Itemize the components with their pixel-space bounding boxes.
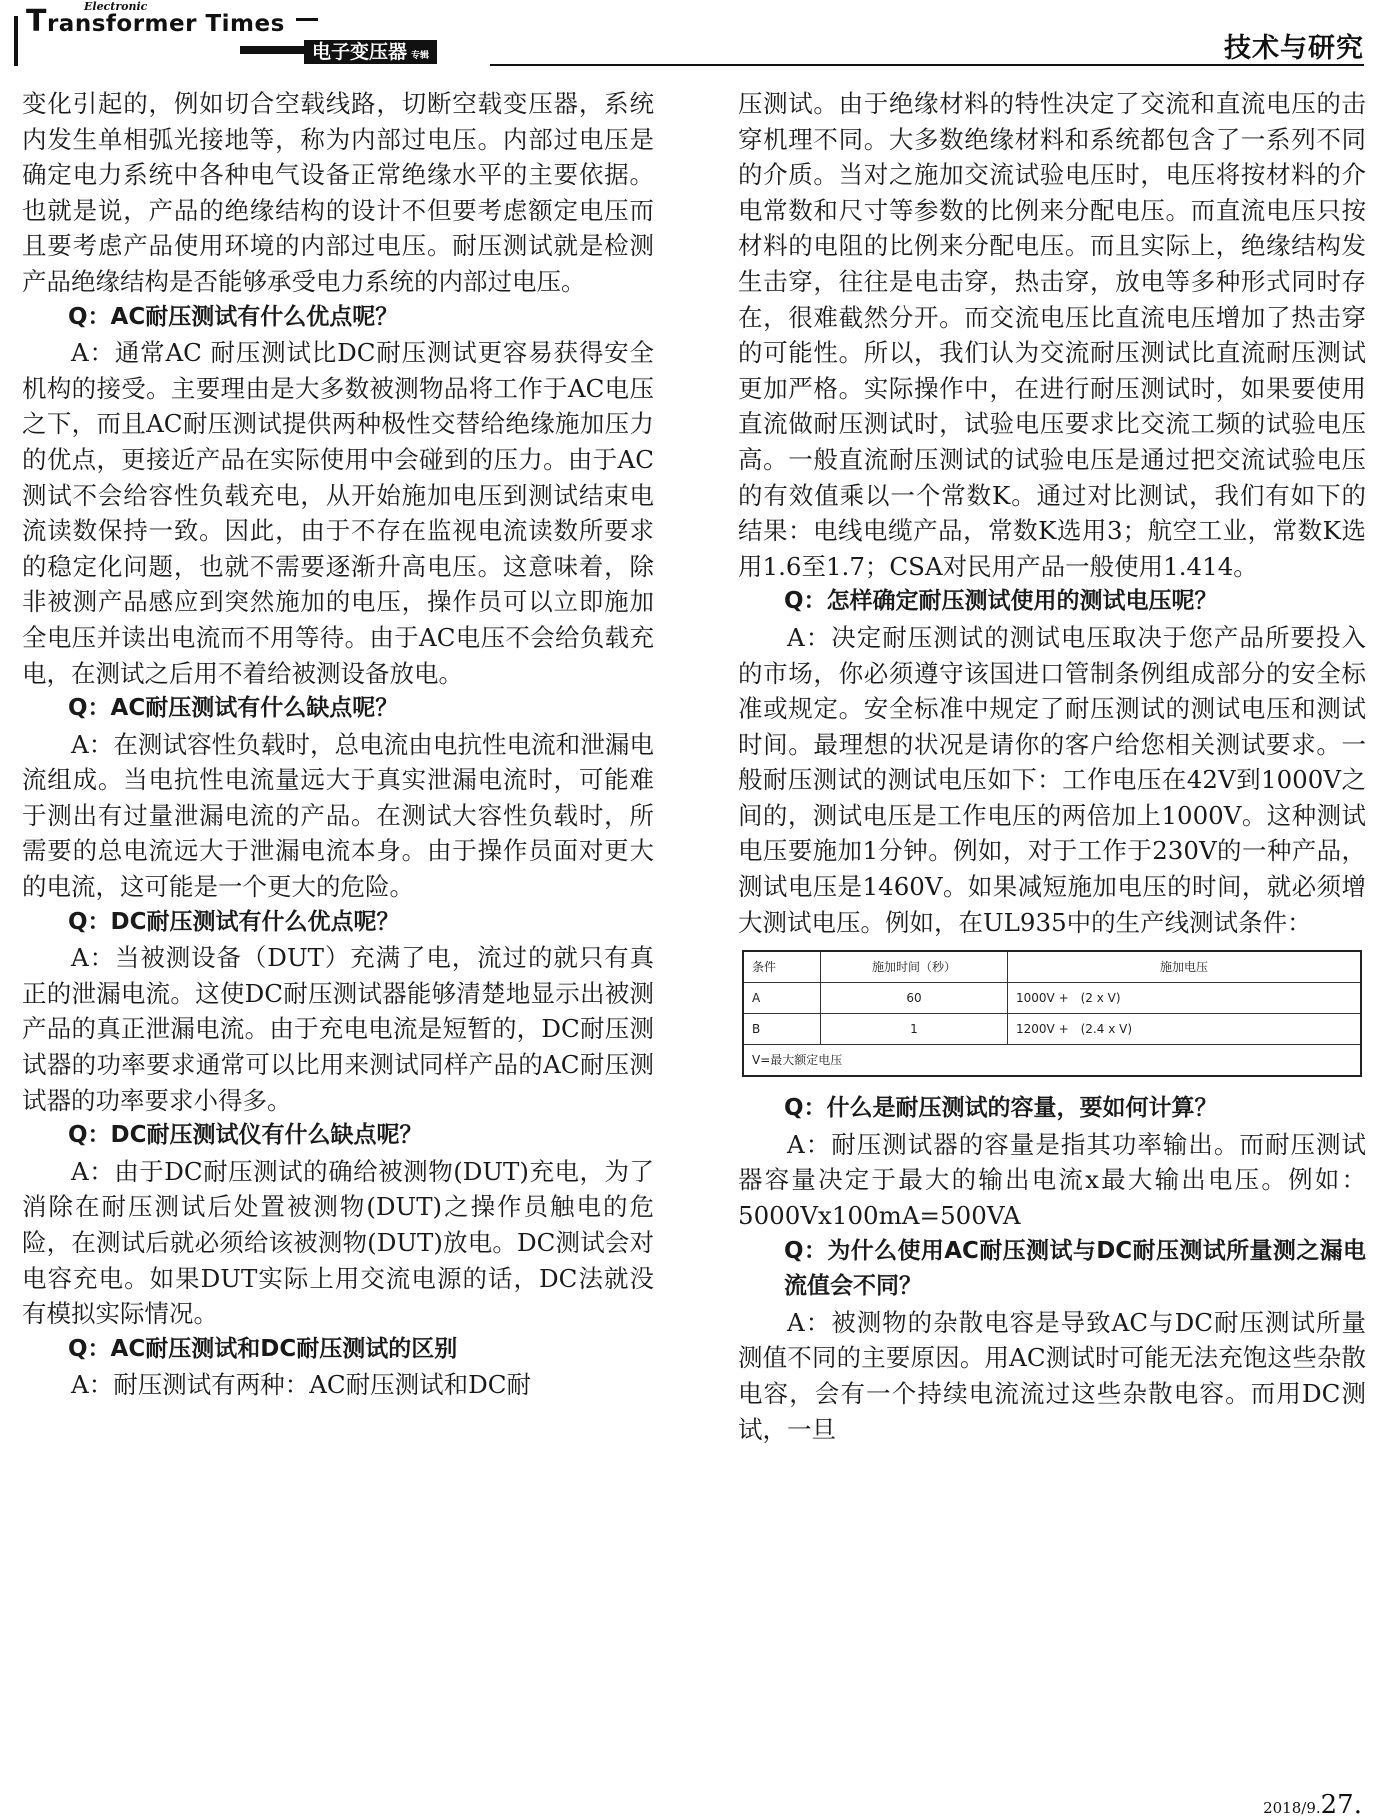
test-conditions-table [742,950,1362,1077]
table-row [743,1014,1361,1045]
paragraph: 压测试。由于绝缘材料的特性决定了交流和直流电压的击穿机理不同。大多数绝缘材料和系统都包含了一系列不同的介质。当对之施加交流试验电压时，电压将按材料的介电常数和尺寸等参数的比例来分配电压。而直流电压只按材料的电阻的比例来分配电压。而且实际上，绝缘结构发生击穿，往往是电击穿，热击穿，放电等多种形式同时存在，很难截然分开。而交流电压比直流电压增加了热击穿的可能性。所以，我们认为交流耐压测试比直流耐压测试更加严格。实际操作中，在进行耐压测试时，如果要使用直流做耐压测试时，试验电压要求比交流工频的试验电压高。一般直流耐压测试的试验电压是通过把交流试验电压的有效值乘以一个常数K。通过对比测试，我们有如下的结果：电线电缆产品，常数K选用3；航空工业，常数K选用1.6至1.7；CSA对民用产品一般使用1.414。 [738,89,1366,581]
left-column [22,86,654,1403]
issue-date: 2018/9. [1263,1799,1321,1817]
masthead-chinese-text: 电子变压器 [312,41,408,63]
question-heading: Q：AC耐压测试和DC耐压测试的区别 [68,1335,458,1362]
table-cell: 1200V + (2.4 x V) [1008,1014,1362,1045]
table-cell: 1000V + (2 x V) [1008,983,1362,1014]
table-row [743,983,1361,1014]
question-heading: Q：AC耐压测试有什么缺点呢？ [68,695,399,722]
table-cell: 60 [821,983,1008,1014]
masthead-bar [240,46,304,54]
table-header-row [743,951,1361,983]
page-footer [1263,1790,1362,1820]
question-heading: Q：AC耐压测试有什么优点呢？ [68,303,399,330]
masthead-dash [296,18,318,21]
masthead-chinese-title [304,40,437,64]
masthead-title: Transformer Times [26,4,285,39]
masthead-bracket [14,16,18,66]
table-cell: A [743,983,821,1014]
paragraph: 变化引起的，例如切合空载线路，切断空载变压器，系统内发生单相弧光接地等，称为内部过电压。内部过电压是确定电力系统中各种电气设备正常绝缘水平的主要依据。也就是说，产品的绝缘结构的设计不但要考虑额定电压而且要考虑产品使用环境的内部过电压。耐压测试就是检测产品绝缘结构是否能够承受电力系统的内部过电压。 [22,89,654,296]
answer-paragraph: A：由于DC耐压测试的确给被测物(DUT)充电，为了消除在耐压测试后处置被测物(DUT)之操作员触电的危险，在测试后就必须给该被测物(DUT)放电。DC测试会对电容充电。如果DUT实际上用交流电源的话，DC法就没有模拟实际情况。 [22,1156,654,1329]
table-cell: B [743,1014,821,1045]
answer-paragraph: A：当被测设备（DUT）充满了电，流过的就只有真正的泄漏电流。这使DC耐压测试器能够清楚地显示出被测产品的真正泄漏电流。由于充电电流是短暂的，DC耐压测试器的功率要求通常可以比用来测试同样产品的AC耐压测试器的功率要求小得多。 [22,943,654,1115]
masthead-initial: T [26,4,47,39]
question-heading: Q：为什么使用AC耐压测试与DC耐压测试所量测之漏电流值会不同？ [784,1237,1366,1300]
question-heading: Q：什么是耐压测试的容量，要如何计算？ [784,1095,1218,1122]
right-column [738,86,1366,1447]
answer-paragraph: A：通常AC 耐压测试比DC耐压测试更容易获得安全机构的接受。主要理由是大多数被测物品将工作于AC电压之下，而且AC耐压测试提供两种极性交替给绝缘施加压力的优点，更接近产品在实际使用中会碰到的压力。由于AC测试不会给容性负载充电，从开始施加电压到测试结束电流读数保持一致。因此，由于不存在监视电流读数所要求的稳定化问题，也就不需要逐渐升高电压。这意味着，除非被测产品感应到突然施加的电压，操作员可以立即施加全电压并读出电流而不用等待。由于AC电压不会给负载充电，在测试之后用不着给被测设备放电。 [22,338,654,688]
answer-paragraph: A：决定耐压测试的测试电压取决于您产品所要投入的市场，你必须遵守该国进口管制条例组成部分的安全标准或规定。安全标准中规定了耐压测试的测试电压和测试时间。最理想的状况是请你的客户给您相关测试要求。一般耐压测试的测试电压如下：工作电压在42V到1000V之间的，测试电压是工作电压的两倍加上1000V。这种测试电压要施加1分钟。例如，对于工作于230V的一种产品，测试电压是1460V。如果减短施加电压的时间，就必须增大测试电压。例如，在UL935中的生产线测试条件： [738,622,1366,937]
table-header-cell: 条件 [743,951,821,983]
table-header-cell: 施加时间（秒） [821,951,1008,983]
page-header [0,0,1380,70]
question-heading: Q：DC耐压测试仪有什么缺点呢？ [68,1122,423,1149]
page-number: 27. [1320,1790,1362,1820]
masthead-small-text: Electronic [84,0,148,13]
question-heading: Q：DC耐压测试有什么优点呢？ [68,908,400,935]
table-cell: 1 [821,1014,1008,1045]
answer-paragraph: A：在测试容性负载时，总电流由电抗性电流和泄漏电流组成。当电抗性电流量远大于真实泄漏电流时，可能难于测出有过量泄漏电流的产品。在测试大容性负载时，所需要的总电流远大于泄漏电流本身。由于操作员面对更大的电流，这可能是一个更大的危险。 [22,729,654,902]
masthead-chinese-tag: 专辑 [411,51,430,61]
answer-paragraph: A：被测物的杂散电容是导致AC与DC耐压测试所量测值不同的主要原因。用AC测试时可能无法充饱这些杂散电容，会有一个持续电流流过这些杂散电容。而用DC测试，一旦 [738,1307,1366,1444]
table-note-row [743,1045,1361,1077]
question-heading: Q：怎样确定耐压测试使用的测试电压呢？ [784,588,1218,615]
answer-paragraph: A：耐压测试器的容量是指其功率输出。而耐压测试器容量决定于最大的输出电流x最大输出电压。例如：5000Vx100mA=500VA [738,1129,1366,1231]
answer-paragraph: A：耐压测试有两种：AC耐压测试和DC耐 [71,1370,532,1400]
table-note: V=最大额定电压 [743,1045,1361,1077]
header-rule [490,64,1364,66]
table-header-cell: 施加电压 [1008,951,1362,983]
section-title: 技术与研究 [1224,33,1364,64]
